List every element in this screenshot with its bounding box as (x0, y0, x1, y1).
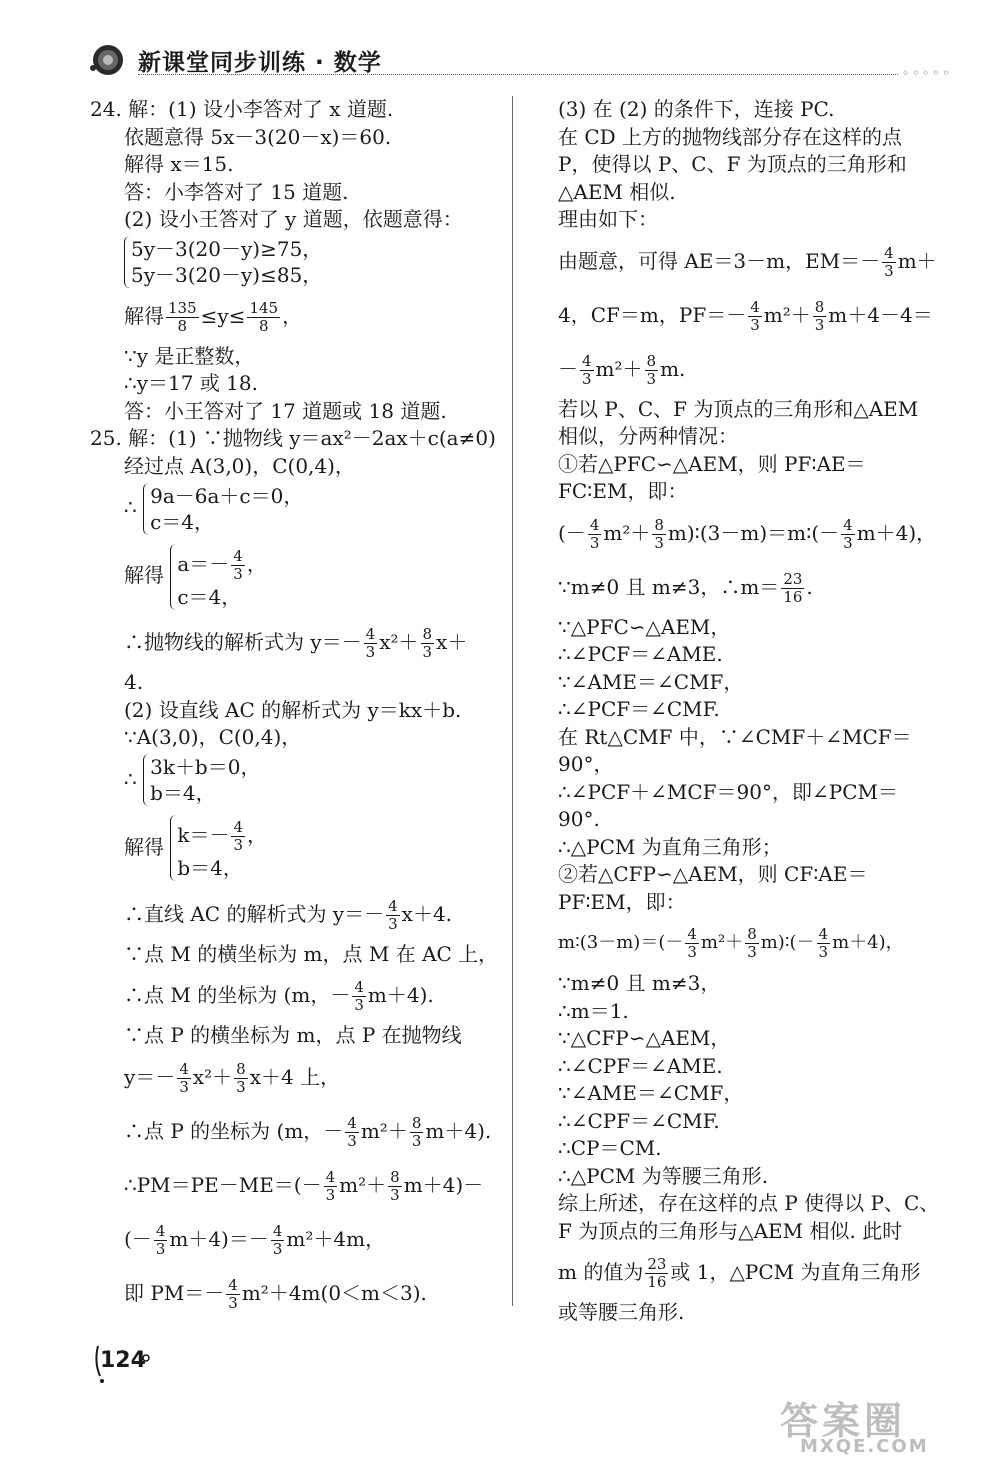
left-column (90, 96, 500, 1320)
text-span: m²＋ (339, 1172, 387, 1197)
text-line: ②若△CFP∽△AEM，则 CF∶AE＝ (558, 862, 868, 886)
denominator: 3 (750, 315, 760, 334)
text-span: m²＋4m， (286, 1226, 386, 1251)
numerator: 8 (411, 1113, 422, 1132)
watermark-main: 答案圈 (780, 1399, 907, 1443)
text-line: P，使得以 P、C、F 为顶点的三角形和 (558, 152, 907, 176)
numerator: 4 (750, 297, 760, 316)
fraction (166, 300, 199, 335)
text-line: 理由如下： (558, 207, 658, 231)
fraction (247, 300, 280, 335)
text-line: ∴y＝17 或 18. (124, 371, 258, 395)
math-line (558, 916, 938, 970)
text-span: ， (246, 551, 267, 576)
numerator: 8 (390, 1167, 400, 1186)
system-line: 5y－3(20－y)≥75， (131, 237, 323, 261)
text-span: m＋4)－ (403, 1172, 484, 1197)
text-span: x＋4. (401, 901, 453, 926)
text-span: ≤y≤ (200, 303, 246, 328)
text-span: 4，CF＝m，PF＝－ (558, 302, 747, 327)
equation-system (90, 752, 500, 807)
text-span: (－ (558, 520, 586, 545)
denominator: 3 (687, 942, 697, 961)
text-span: . (806, 574, 813, 599)
numerator: 23 (783, 569, 803, 588)
fraction (817, 926, 831, 961)
text-line: ∴△PCM 为直角三角形； (558, 834, 782, 859)
text-span: m²＋ (360, 1118, 408, 1143)
fraction (345, 1115, 359, 1150)
text-span: m＋4). (367, 983, 434, 1007)
text-line: ∵m≠0 且 m≠3， (558, 971, 721, 995)
fraction (154, 1223, 168, 1258)
numerator: 8 (646, 351, 657, 370)
denominator: 3 (155, 1239, 166, 1258)
fraction (781, 571, 804, 606)
page-number-text: 124 (100, 1348, 146, 1373)
text-span: 解得 (124, 834, 164, 859)
fraction (580, 353, 594, 388)
right-column (558, 96, 938, 1327)
system-line: b＝4， (177, 856, 243, 880)
math-line (90, 887, 500, 941)
text-span: 解得 (124, 563, 164, 587)
math-line (90, 289, 500, 343)
text-line: FC∶EM，即： (558, 479, 688, 503)
system-line: 3k＋b＝0， (150, 755, 261, 779)
brace-system (143, 483, 303, 535)
text-line: 若以 P、C、F 为顶点的三角形和△AEM (558, 396, 919, 421)
numerator: 4 (228, 1275, 238, 1294)
text-line: ①若△PFC∽△AEM，则 PF∶AE＝ (558, 451, 866, 476)
text-span: 由题意，可得 AE＝3－m，EM＝－ (558, 248, 881, 273)
text-line: ∴∠PCF＝∠AME. (558, 642, 723, 666)
text-line: 答：小王答对了 17 道题或 18 道题. (124, 398, 447, 423)
numerator: 4 (365, 625, 376, 643)
equation-system (90, 480, 500, 535)
math-line (90, 1158, 500, 1212)
denominator: 3 (843, 533, 853, 552)
fraction (364, 626, 378, 661)
text-line: △AEM 相似. (558, 179, 676, 204)
text-line: ∵△PFC∽△AEM， (558, 614, 731, 639)
text-line: 90°， (558, 752, 614, 776)
watermark-sub: MXQE.COM (800, 1436, 929, 1457)
denominator: 3 (365, 643, 376, 661)
denominator: 16 (647, 1273, 667, 1291)
fraction (410, 1115, 424, 1150)
text-span: x＋ (436, 630, 468, 654)
denominator: 3 (325, 1185, 336, 1204)
text-span: a＝－ (177, 551, 230, 576)
text-span: m)∶(－ (760, 932, 815, 953)
math-line (90, 615, 500, 669)
text-line: ∴CP＝CM. (558, 1136, 662, 1160)
text-line: ∵y 是正整数， (124, 343, 255, 368)
numerator: 4 (818, 924, 829, 943)
denominator: 3 (233, 836, 244, 854)
system-line (177, 815, 267, 855)
inequality-system (90, 234, 500, 289)
text-span: m²＋ (700, 932, 744, 953)
denominator: 3 (646, 369, 657, 388)
text-span: m＋4)＝－ (169, 1226, 269, 1251)
numerator: 8 (654, 515, 664, 534)
text-span: m∶(3－m)＝(－ (558, 932, 684, 953)
text-span: m＋4－4＝ (828, 302, 933, 327)
header-title: 新课堂同步训练 · 数学 (138, 50, 382, 76)
math-line (90, 1050, 500, 1104)
text-line: ∴△PCM 为等腰三角形. (558, 1163, 769, 1188)
denominator: 3 (236, 1077, 246, 1096)
text-line: ∴∠PCF＝∠CMF. (558, 697, 720, 721)
numerator: 4 (687, 924, 697, 943)
text-span: m²＋4m(0＜m＜3). (241, 1280, 427, 1305)
fraction (231, 819, 245, 854)
denominator: 8 (177, 316, 188, 335)
text-span: m. (660, 356, 686, 381)
math-line (558, 234, 938, 288)
math-line (558, 288, 938, 342)
math-line (558, 342, 938, 396)
book-logo-icon (88, 42, 124, 78)
denominator: 3 (884, 261, 894, 280)
text-span: m 的值为 (558, 1260, 644, 1284)
text-span: ∵m≠0 且 m≠3，∴m＝ (558, 574, 780, 599)
text-line: ∵A(3,0)，C(0,4)， (124, 725, 302, 749)
fraction (748, 299, 762, 334)
fraction (226, 1277, 240, 1312)
text-span: ， (247, 823, 268, 847)
text-span: ∴ (124, 495, 137, 519)
fraction (652, 517, 666, 552)
text-line: 90°. (558, 807, 600, 831)
numerator: 4 (843, 515, 853, 534)
solution-system (90, 807, 500, 887)
text-span: 即 PM＝－ (124, 1280, 225, 1305)
numerator: 8 (747, 924, 757, 943)
text-line: (2) 设小王答对了 y 道题，依题意得： (124, 207, 463, 231)
text-line: 4. (124, 670, 144, 694)
math-line (90, 1212, 500, 1266)
numerator: 4 (272, 1221, 283, 1240)
brace-system (170, 544, 266, 610)
q24-title: 24. 解：(1) 设小李答对了 x 道题. (90, 97, 394, 121)
denominator: 3 (814, 315, 825, 334)
math-line (558, 506, 938, 560)
numerator: 4 (233, 818, 244, 836)
numerator: 23 (647, 1255, 667, 1273)
denominator: 3 (347, 1131, 357, 1150)
text-span: m)∶(3－m)＝m∶(－ (667, 520, 840, 545)
text-span: (－ (124, 1226, 152, 1251)
text-span: ∴点 P 的坐标为 (m，－ (124, 1118, 344, 1143)
fraction (177, 1061, 191, 1096)
text-span: － (558, 356, 578, 381)
fraction (745, 926, 759, 961)
text-line: 相似，分两种情况： (558, 424, 738, 448)
denominator: 3 (228, 1293, 238, 1312)
denominator: 3 (747, 942, 757, 961)
numerator: 4 (589, 515, 600, 534)
numerator: 4 (233, 546, 243, 565)
system-line: c＝4， (150, 509, 215, 534)
header-rule (138, 74, 898, 75)
numerator: 4 (582, 351, 592, 370)
fraction (352, 979, 366, 1014)
text-span: m²＋ (763, 302, 811, 327)
fraction (421, 626, 435, 661)
fraction (685, 926, 699, 961)
text-line: 在 CD 上方的抛物线部分存在这样的点 (558, 124, 903, 149)
text-span: ∴抛物线的解析式为 y＝－ (124, 630, 362, 654)
denominator: 3 (654, 533, 664, 552)
denominator: 3 (411, 1131, 422, 1150)
fraction (234, 1061, 248, 1096)
math-line (90, 1266, 500, 1320)
brace-system (124, 236, 322, 288)
text-span: m＋4)， (832, 932, 904, 953)
numerator: 4 (388, 896, 398, 915)
text-line: ∵∠AME＝∠CMF， (558, 669, 744, 694)
system-line: 5y－3(20－y)≤85， (131, 263, 323, 287)
denominator: 3 (422, 643, 433, 661)
denominator: 3 (388, 914, 398, 933)
system-line (177, 544, 266, 584)
fraction (882, 245, 896, 280)
text-line: 综上所述，存在这样的点 P 使得以 P、C、 (558, 1191, 940, 1215)
brace-system (143, 754, 260, 806)
system-line: c＝4， (177, 584, 242, 609)
text-span: m＋4)， (856, 520, 937, 545)
fraction (645, 353, 659, 388)
denominator: 3 (233, 564, 243, 583)
text-line: 解得 x＝15. (124, 152, 234, 176)
numerator: 135 (168, 298, 197, 317)
text-line: ∴∠CPF＝∠AME. (558, 1053, 723, 1078)
q25-title: 25. 解：(1) ∵抛物线 y＝ax²－2ax＋c(a≠0) (90, 426, 496, 450)
text-line: ∵点 M 的横坐标为 m，点 M 在 AC 上， (124, 941, 499, 966)
text-span: x²＋ (192, 1064, 233, 1089)
denominator: 8 (259, 316, 269, 335)
fraction (271, 1223, 285, 1258)
numerator: 145 (249, 298, 279, 317)
text-line: PF∶EM，即： (558, 889, 686, 914)
text-line: (3) 在 (2) 的条件下，连接 PC. (558, 97, 835, 121)
denominator: 16 (783, 587, 803, 606)
denominator: 3 (589, 533, 600, 552)
fraction (588, 517, 602, 552)
text-span: k＝－ (177, 823, 230, 847)
text-span: ∴ (124, 766, 137, 791)
system-line: b＝4， (150, 781, 216, 805)
text-span: x²＋ (379, 630, 419, 654)
numerator: 4 (155, 1221, 166, 1240)
denominator: 3 (818, 942, 829, 961)
text-span: 解得 (124, 303, 164, 328)
text-line: ∴∠PCF＋∠MCF＝90°，即∠PCM＝ (558, 779, 898, 804)
text-span: x＋4 上， (249, 1064, 341, 1089)
text-line: ∵∠AME＝∠CMF， (558, 1081, 744, 1105)
text-line: ∵△CFP∽△AEM， (558, 1026, 731, 1050)
text-line: (2) 设直线 AC 的解析式为 y＝kx＋b. (124, 697, 462, 722)
system-line: 9a－6a＋c＝0， (150, 483, 304, 508)
text-line: ∵点 P 的横坐标为 m，点 P 在抛物线 (124, 1023, 462, 1047)
fraction (388, 1169, 402, 1204)
text-line: 或等腰三角形. (558, 1300, 685, 1324)
text-line: ∴m＝1. (558, 998, 629, 1023)
math-line (90, 1104, 500, 1158)
header-dots: ◦◦◦◦◦ (902, 66, 953, 80)
text-span: ， (282, 303, 303, 328)
text-span: m²＋ (595, 356, 643, 381)
text-span: ∴直线 AC 的解析式为 y＝－ (124, 901, 385, 926)
watermark (780, 1390, 990, 1460)
text-span: ∴PM＝PE－ME＝(－ (124, 1172, 322, 1197)
math-line (558, 1245, 938, 1299)
page-number (92, 1340, 152, 1380)
math-line (558, 560, 938, 614)
brace-system (170, 815, 267, 881)
numerator: 8 (422, 625, 433, 643)
solution-system (90, 535, 500, 615)
fraction (813, 299, 827, 334)
text-span: m²＋ (603, 520, 651, 545)
fraction (231, 548, 245, 583)
denominator: 3 (390, 1185, 400, 1204)
denominator: 3 (582, 369, 592, 388)
text-line: 答：小李答对了 15 道题. (124, 179, 349, 204)
text-span: ∴点 M 的坐标为 (m，－ (124, 983, 351, 1007)
text-line: 依题意得 5x－3(20－x)＝60. (124, 124, 392, 149)
denominator: 3 (354, 996, 364, 1014)
page-header (80, 36, 953, 80)
fraction (324, 1169, 338, 1204)
column-divider (512, 96, 513, 1306)
text-line: F 为顶点的三角形与△AEM 相似. 此时 (558, 1218, 903, 1243)
numerator: 4 (354, 978, 364, 996)
math-line (90, 968, 500, 1022)
denominator: 3 (272, 1239, 283, 1258)
numerator: 8 (236, 1059, 246, 1078)
text-line: 在 Rt△CMF 中，∵∠CMF＋∠MCF＝ (558, 724, 912, 749)
text-span: 或 1，△PCM 为直角三角形 (670, 1260, 921, 1284)
fraction (645, 1256, 668, 1291)
fraction (841, 517, 855, 552)
numerator: 4 (884, 243, 894, 262)
text-line: ∴∠CPF＝∠CMF. (558, 1108, 720, 1133)
numerator: 8 (814, 297, 825, 316)
text-span: m＋4). (425, 1118, 492, 1143)
fraction (386, 898, 400, 933)
text-span: y＝－ (124, 1064, 176, 1089)
numerator: 4 (325, 1167, 336, 1186)
denominator: 3 (179, 1077, 189, 1096)
text-span: m＋ (897, 248, 937, 273)
numerator: 4 (347, 1113, 357, 1132)
numerator: 4 (179, 1059, 189, 1078)
text-line: 经过点 A(3,0)，C(0,4)， (124, 453, 355, 478)
